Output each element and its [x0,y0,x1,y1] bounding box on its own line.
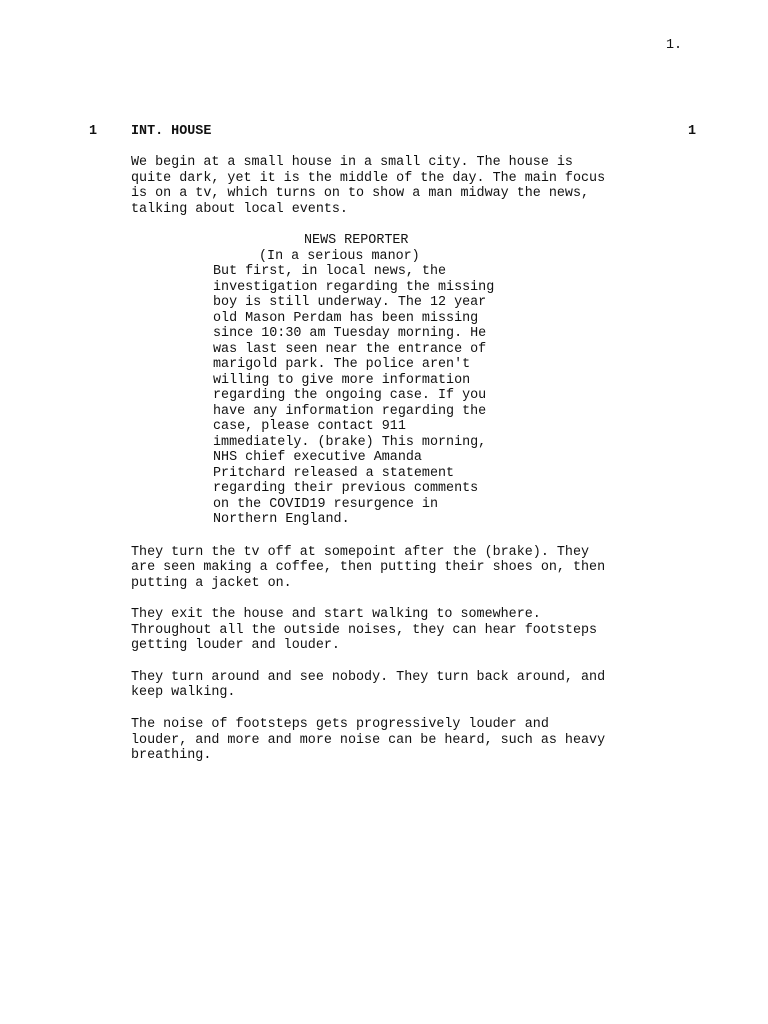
action-line: is on a tv, which turns on to show a man midway the news, [131,186,590,201]
action-line: The noise of footsteps gets progressively louder and [131,717,549,732]
action-line: quite dark, yet it is the middle of the day. The main focus [131,171,606,186]
action-line: talking about local events. [131,202,348,217]
page-number: 1. [666,38,683,53]
dialogue-line: old Mason Perdam has been missing [213,311,479,326]
scene-number-right: 1 [688,124,697,139]
dialogue-line: on the COVID19 resurgence in [213,497,438,512]
dialogue-line: marigold park. The police aren't [213,357,471,372]
dialogue-line: case, please contact 911 [213,419,406,434]
action-line: Throughout all the outside noises, they can hear footsteps [131,623,598,638]
action-line: keep walking. [131,685,236,700]
action-line: are seen making a coffee, then putting their shoes on, then [131,560,606,575]
action-line: They exit the house and start walking to somewhere. [131,607,541,622]
dialogue-line: But first, in local news, the [213,264,447,279]
parenthetical: (In a serious manor) [259,249,420,264]
scene-heading: INT. HOUSE [131,124,212,139]
dialogue-line: regarding their previous comments [213,481,479,496]
dialogue-line: NHS chief executive Amanda [213,450,422,465]
action-line: breathing. [131,748,212,763]
action-line: They turn around and see nobody. They turn back around, and [131,670,606,685]
dialogue-line: willing to give more information [213,373,471,388]
action-line: putting a jacket on. [131,576,292,591]
dialogue-line: boy is still underway. The 12 year [213,295,487,310]
dialogue-line: Pritchard released a statement [213,466,455,481]
action-line: They turn the tv off at somepoint after the (brake). They [131,545,590,560]
action-line: louder, and more and more noise can be heard, such as heavy [131,733,606,748]
action-line: getting louder and louder. [131,638,340,653]
dialogue-line: immediately. (brake) This morning, [213,435,487,450]
scene-number-left: 1 [89,124,98,139]
action-line: We begin at a small house in a small city. The house is [131,155,573,170]
character-name: NEWS REPORTER [304,233,409,248]
dialogue-line: since 10:30 am Tuesday morning. He [213,326,487,341]
dialogue-line: Northern England. [213,512,350,527]
dialogue-line: regarding the ongoing case. If you [213,388,487,403]
dialogue-line: have any information regarding the [213,404,487,419]
dialogue-line: was last seen near the entrance of [213,342,487,357]
dialogue-line: investigation regarding the missing [213,280,495,295]
